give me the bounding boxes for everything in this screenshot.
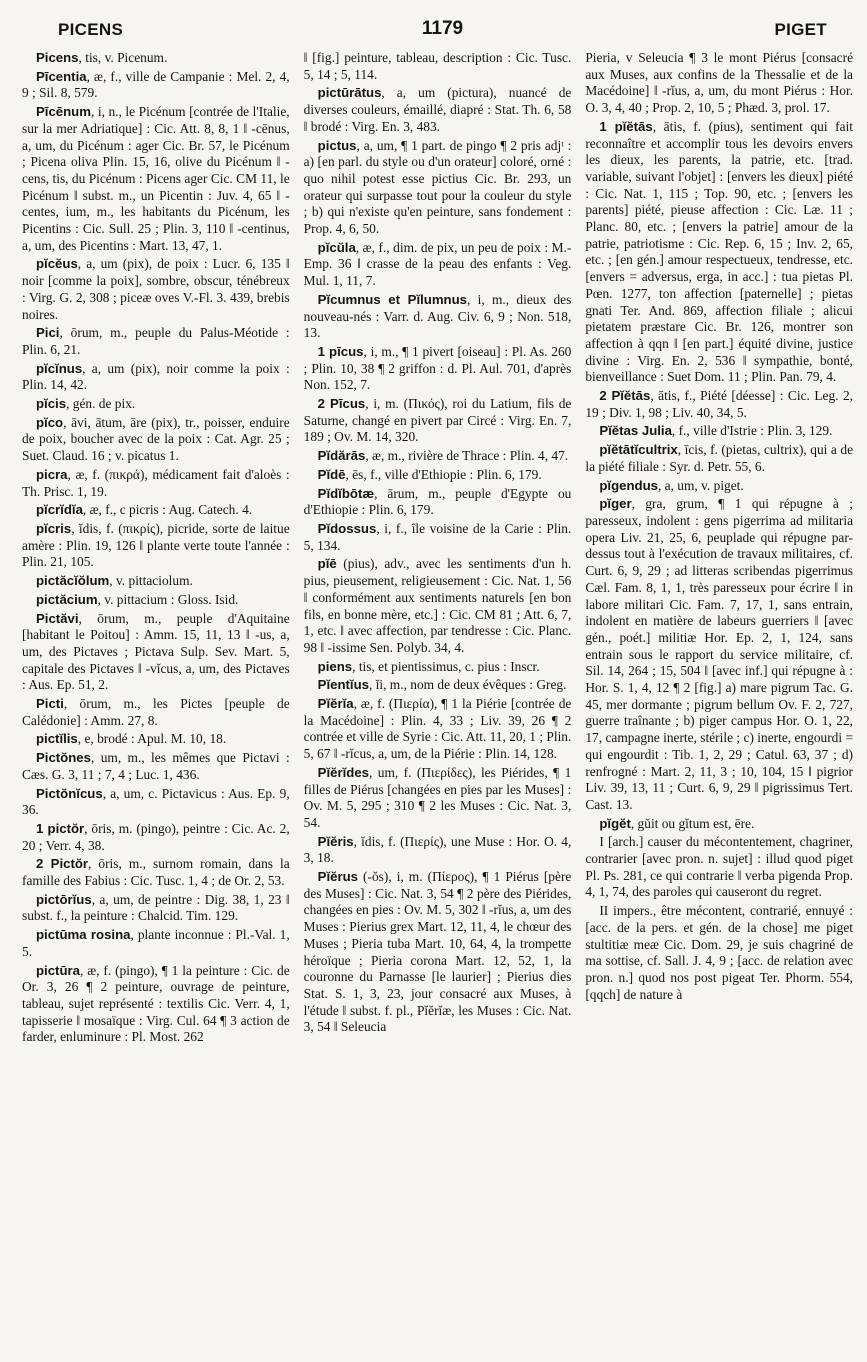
dictionary-entry: pĭē (pius), adv., avec les sentiments d'un h. pius, pieusement, religieusement : Cic. Nat. 1, 56 ‖ conformément aux sentiments naturels [en bon fils, en bonne mère, etc.] : Cic. CM 81 ; Att. 6, 7, 1, etc. ‖ avec affection, par tendresse : Cic. Planc. 98 ‖ -issime Sen. Polyb. 34, 4.	[303, 556, 572, 655]
entry-headword: pĭcris	[36, 520, 72, 536]
entry-headword: Pici	[36, 325, 60, 341]
entry-headword: pĭco	[36, 414, 64, 430]
page-number: 1179	[421, 18, 464, 39]
running-header	[22, 12, 853, 40]
dictionary-entry: 1 pīcus, i, m., ¶ 1 pivert [oiseau] : Pl. As. 260 ; Plin. 10, 38 ¶ 2 griffon : d. Pl. Aul. 701, d'après Non. 152, 7.	[303, 343, 572, 393]
dictionary-entry: Picti, ōrum, m., les Pictes [peuple de Calédonie] : Amm. 27, 8.	[22, 696, 290, 728]
dictionary-entry: picra, æ, f. (πικρά), médicament fait d'aloès : Th. Prisc. 1, 19.	[22, 466, 290, 499]
dictionary-entry: Pĭĕrĭa, æ, f. (Πιερία), ¶ 1 la Piérie [contrée de la Macédoine] : Plin. 4, 33 ; Liv. 39, 26 ¶ 2 contrée et ville de Syrie : Cic. Att. 11, 20, 1 ; Plin. 5, 67 ‖ -rĭcus, a, um, de la Piérie : Plin. 14, 128.	[303, 696, 572, 762]
dictionary-entry: pictĭlis, e, brodé : Apul. M. 10, 18.	[36, 731, 227, 747]
column-1	[22, 50, 290, 1048]
dictionary-entry: 2 Pictŏr, ōris, m., surnom romain, dans la famille des Fabius : Cic. Tusc. 1, 4 ; de Or. 2, 53.	[22, 856, 290, 889]
dictionary-entry: pictūrātus, a, um (pictura), nuancé de diverses couleurs, émaillé, diapré : Stat. Th. 6, 58 ‖ brodé : Virg. En. 3, 483.	[303, 85, 572, 134]
entry-headword: 2 Pĭĕtās	[599, 388, 651, 404]
entry-columns	[22, 50, 853, 1048]
dictionary-entry: Pĭdossus, i, f., île voisine de la Carie : Plin. 5, 134.	[303, 520, 572, 553]
dictionary-entry: pĭcĭnus, a, um (pix), noir comme la poix : Plin. 14, 42.	[22, 360, 290, 393]
dictionary-entry: pĭcĕus, a, um (pix), de poix : Lucr. 6, 135 ‖ noir [comme la poix], sombre, obscur, ténébreux : Virg. G. 2, 308 ; piceæ oves V.-Fl. 3. 439, brebis noires.	[22, 256, 290, 322]
dictionary-entry: pĭco, āvi, ātum, āre (pix), tr., poisser, enduire de poix, boucher avec de la poix : Cat. Agr. 25 ; Suet. Claud. 16 ; v. picatus 1.	[22, 414, 290, 464]
dictionary-entry: piens, tis, et pientissimus, c. pius : Inscr.	[317, 658, 540, 674]
dictionary-entry: pictūma rosina, plante inconnue : Pl.-Val. 1, 5.	[22, 927, 290, 959]
dictionary-entry: Pictŏnĭcus, a, um, c. Pictavicus : Aus. Ep. 9, 36.	[22, 785, 290, 818]
dictionary-entry: Pĭĕris, ĭdis, f. (Πιερίς), une Muse : Hor. O. 4, 3, 18.	[303, 833, 572, 866]
entry-headword: Pĭcumnus et Pĭlumnus	[317, 291, 467, 307]
dictionary-entry: pĭgĕt, gŭit ou gĭtum est, ēre.	[599, 815, 755, 831]
entry-headword: Pĭentĭus	[317, 677, 369, 693]
dictionary-entry: Pĭĕrĭdes, um, f. (Πιερίδες), les Piérides, ¶ 1 filles de Piérus [changées en pies par les Muses] : Ov. M. 5, 295 ; 310 ¶ 2 les Muses : Cic. Nat. 3, 54.	[303, 764, 572, 830]
dictionary-entry: 2 Pĭĕtās, ātis, f., Piété [déesse] : Cic. Leg. 2, 19 ; Div. 1, 98 ; Liv. 40, 34, 5.	[585, 388, 854, 420]
dictionary-entry: Pīcentia, æ, f., ville de Campanie : Mel. 2, 4, 9 ; Sil. 8, 579.	[22, 68, 290, 101]
dictionary-entry: pĭcris, ĭdis, f. (πικρίς), picride, sorte de laitue amère : Plin. 19, 126 ‖ plante verte toute l'année : Plin. 21, 105.	[22, 520, 290, 570]
dictionary-entry: Picens, tis, v. Picenum.	[36, 50, 168, 65]
entry-headword: pictōrĭus	[36, 891, 92, 907]
dictionary-entry: Pĭĕtas Julia, f., ville d'Istrie : Plin. 3, 129.	[599, 423, 833, 439]
dictionary-entry: pictăcium, v. pittacium : Gloss. Isid.	[36, 591, 239, 607]
entry-headword: 2 Pictŏr	[36, 856, 89, 872]
dictionary-entry: pictōrĭus, a, um, de peintre : Dig. 38, 1, 23 ‖ subst. f., la peinture : Chalcid. Tim. 129.	[22, 891, 290, 924]
dictionary-entry: pĭcis, gén. de pix.	[36, 396, 136, 412]
entry-headword: pĭcis	[36, 396, 67, 412]
dictionary-entry: Pieria, v Seleucia ¶ 3 le mont Piérus [consacré aux Muses, aux confins de la Thessalie et de la Macédoine] ‖ -rĭus, a, um, du mont Piérus : Hor. O. 3, 4, 40 ; Prop. 2, 10, 5 ; Phæd. 3, prol. 17.	[585, 50, 854, 116]
entry-headword: 1 pīcus	[317, 343, 364, 359]
dictionary-entry: pĭĕtātĭcultrix, īcis, f. (pietas, cultrix), qui a de la piété filiale : Syr. d. Petr. 55, 6.	[585, 442, 854, 474]
dictionary-entry: Pictăvi, ōrum, m., peuple d'Aquitaine [habitant le Poitou] : Amm. 15, 11, 13 ‖ -us, a, um, des Pictaves ; Pictava Sulp. Sev. Mart. 5, capitale des Pictaves ‖ -vĭcus, a, um, des Pictaves : Aus. Ep. 51, 2.	[22, 610, 290, 693]
dictionary-entry: Pĭdărās, æ, m., rivière de Thrace : Plin. 4, 47.	[317, 448, 569, 464]
dictionary-entry: Pici, ōrum, m., peuple du Palus-Méotide : Plin. 6, 21.	[22, 325, 290, 357]
dictionary-entry: II impers., être mécontent, contrarié, ennuyé : [acc. de la pers. et gén. de la chose] me piget stultitiæ meæ Cic. Dom. 29, je suis chagriné de ma sottise, cf. Sall. J. 4, 9 ; [acc. de relation avec pron. n.] quod nos post pigeat Ter. Phorm. 554, [qqch] de nature à	[585, 903, 854, 1002]
entry-headword: pĭgĕt	[599, 815, 631, 831]
entry-headword: picra	[36, 466, 68, 482]
entry-headword: Pĭdĭbōtæ	[317, 485, 375, 501]
entry-headword: Pīcēnum	[36, 104, 91, 120]
entry-headword: pictūrātus	[317, 85, 382, 101]
entry-headword: Pĭĕtas Julia	[599, 423, 672, 439]
dictionary-entry: Pictŏnes, um, m., les mêmes que Pictavi : Cæs. G. 3, 11 ; 7, 4 ; Luc. 1, 436.	[22, 750, 290, 782]
right-running-headword: PIGET	[774, 20, 827, 39]
entry-headword: Pīcentia	[36, 68, 87, 84]
entry-headword: pictus	[317, 137, 357, 153]
entry-headword: pictăcium	[36, 591, 98, 607]
entry-headword: Picti	[36, 696, 64, 712]
dictionary-entry: Pĭĕrus (-ŏs), i, m. (Πίερος), ¶ 1 Piérus [père des Muses] : Cic. Nat. 3, 54 ¶ 2 père des Piérides, changées en pies : Ov. M. 5, 302 ‖ -rĭus, a, um des Muses : Pierius grex Mart. 12, 11, 4, le chœur des Muses ; Pieria tuba Mart. 10, 64, 4, la trompette héroïque ; Pieria corona Mart. 12, 52, 1, la couronne du Parnasse [le laurier] ; Pierius dies Stat. S. 1, 3, 23, jour consacré aux Muses, à l'étude ‖ subst. f. pl., Pĭĕrĭæ, les Muses : Cic. Nat. 3, 54 ‖ Seleucia	[303, 869, 572, 1035]
entry-headword: Pĭĕrĭdes	[317, 764, 369, 780]
entry-headword: Pĭdē	[317, 466, 346, 482]
entry-headword: pĭcĕus	[36, 256, 78, 272]
entry-headword: pictăcĭŏlum	[36, 573, 110, 589]
entry-headword: pictūma rosina	[36, 927, 131, 943]
entry-headword: Pictŏnĭcus	[36, 785, 103, 801]
dictionary-entry: 2 Pīcus, i, m. (Πικός), roi du Latium, fils de Saturne, changé en pivert par Circé : Virg. En. 7, 189 ; Ov. M. 14, 320.	[303, 396, 572, 445]
dictionary-entry: 1 pictŏr, ōris, m. (pingo), peintre : Cic. Ac. 2, 20 ; Verr. 4, 38.	[22, 820, 290, 853]
entry-headword: pĭcŭla	[317, 239, 356, 255]
entry-headword: pĭcĭnus	[36, 360, 83, 376]
dictionary-entry: pĭcrĭdĭa, æ, f., c picris : Aug. Catech. 4.	[36, 502, 253, 518]
dictionary-entry: 1 pĭĕtās, ātis, f. (pius), sentiment qui fait reconnaître et accomplir tous les devoirs envers les dieux, les parents, la patrie, etc. [trad. variable, suivant l'objet] : [envers les dieux] piété : Cic. Nat. 1, 115 ; Top. 90, etc. ; [envers les parents] piété, pieuse affection : Cic. Læ. 11 ; Planc. 80, etc. ; [envers la patrie] amour de la patrie, patriotisme : Cic. Rep. 6, 15 ; Inv. 2, 65, etc. ; [en gén.] amour respectueux, tendresse, etc. [envers = adversus, erga, in acc.] : tua pietas Pl. Pœn. 1277, ton affection [paternelle] ; pietas gnati Ter. And. 869, affection filiale ; alicui pietatem præstare Cic. Br. 126, montrer son affection à qqn ‖ [en part.] équité divine, justice divine : Virg. En. 2, 536 ‖ sympathie, bonté, bienveillance : Suet Dom. 11 ; Plin. Pan. 79, 4.	[585, 118, 854, 385]
dictionary-entry: Pĭentĭus, ĭi, m., nom de deux évêques : Greg.	[317, 677, 567, 693]
dictionary-entry: pictus, a, um, ¶ 1 part. de pingo ¶ 2 pris adjᵗ : a) [en parl. du style ou d'un orateur] coloré, orné : quo nihil potest esse pictius Cic. Br. 293, un orateur qui surpasse tout pour la couleur du style ; b) qui n'existe qu'en peinture, sans fondement : Prop. 4, 6, 50.	[303, 137, 572, 237]
entry-headword: 2 Pīcus	[317, 396, 366, 412]
entry-headword: pĭger	[599, 496, 632, 512]
entry-headword: pĭcrĭdĭa	[36, 502, 83, 518]
dictionary-entry: Pĭcumnus et Pĭlumnus, i, m., dieux des nouveau-nés : Varr. d. Aug. Civ. 6, 9 ; Non. 518, 13.	[303, 291, 572, 341]
entry-headword: pĭgendus	[599, 477, 658, 493]
entry-headword: 1 pĭĕtās	[599, 118, 653, 134]
entry-headword: pictĭlis	[36, 731, 78, 747]
dictionary-entry: pĭgendus, a, um, v. piget.	[599, 477, 744, 493]
entry-headword: pĭē	[317, 556, 337, 572]
entry-headword: Pictăvi	[36, 610, 79, 626]
dictionary-entry: Pĭdē, ēs, f., ville d'Ethiopie : Plin. 6, 179.	[317, 466, 542, 482]
entry-headword: pĭĕtātĭcultrix	[599, 442, 678, 458]
dictionary-entry: Pĭdĭbōtæ, ārum, m., peuple d'Egypte ou d'Ethiopie : Plin. 6, 179.	[303, 485, 572, 518]
dictionary-entry: pĭger, gra, grum, ¶ 1 qui répugne à ; paresseux, indolent : gens pigerrima ad militaria opera Liv. 21, 25, 6, peuplade qui répugne par-dessus tout à l'exécution de travaux militaires, cf. Curt. 6, 9, 29 ; ad litteras scribendas pigerrimus Cæl. Fam. 8, 1, 1, très paresseux pour écrire ‖ in labore militari Cic. Fam. 7, 17, 1, sans entrain, indolent en matière de labeurs guerriers ‖ [avec gén., poét.] militiæ Hor. Ep. 2, 1, 124, sans entrain sous le rapport du service militaire, cf. Sil. 14, 264 ; 15, 504 ‖ [avec inf.] qui répugne à : Hor. S. 1, 4, 12 ¶ 2 [fig.] a) mare pigrum Tac. G. 45, mer dormante ; pigrum bellum Ov. F. 2, 727, guerre traînante ; b) piger campus Hor. O. 1, 22, 17, campagne inerte, stérile ; c) inerte, engourdi = qui engourdit : Tib. 1, 2, 29 ; Catul. 63, 37 ; d) renfrogné : Mart. 2, 11, 3 ; 10, 104, 15 ‖ pigrior Liv. 39, 13, 11 ; Curt. 6, 9, 29 ‖ pigrissimus Tert. Cast. 13.	[585, 496, 854, 812]
entry-headword: Pĭdossus	[317, 520, 377, 536]
entry-headword: Pĭĕris	[317, 833, 354, 849]
dictionary-entry: pictūra, æ, f. (pingo), ¶ 1 la peinture : Cic. de Or. 3, 26 ¶ 2 peinture, ouvrage de peinture, tableau, sujet représenté : textilis Cic. Verr. 4, 1, tapisserie ‖ mosaïque : Virg. Cul. 64 ¶ 3 action de farder, enluminure : Pl. Most. 262	[22, 962, 290, 1045]
dictionary-entry: pictăcĭŏlum, v. pittaciolum.	[36, 573, 193, 589]
column-3	[585, 50, 853, 1048]
dictionary-entry: ‖ [fig.] peinture, tableau, description : Cic. Tusc. 5, 14 ; 5, 114.	[303, 50, 572, 82]
dictionary-entry: I [arch.] causer du mécontentement, chagriner, contrarier [avec pron. n. sujet] : illud quod piget Pl. Ps. 281, ce qui contrarie ‖ verba pigenda Prop. 4, 1, 74, des paroles qui causeront du regret.	[585, 834, 854, 900]
entry-headword: Picens	[36, 50, 79, 65]
entry-headword: Pĭdărās	[317, 448, 366, 464]
entry-headword: pictūra	[36, 962, 80, 978]
dictionary-entry: Pīcēnum, i, n., le Picénum [contrée de l'Italie, sur la mer Adriatique] : Cic. Att. 8, 8, 1 ‖ -cēnus, a, um, du Picénum : ager Cic. Br. 57, le Picénum ; Picena oliva Plin. 15, 16, olive du Picénum ‖ -cens, tis, du Picénum : Picens ager Cic. CM 11, le Picénum ‖ subst. m., un Picentin : Juv. 4, 65 ‖ -centes, ium, m., les habitants du Picénum, les Picentins : Cic. Sull. 25 ; Plin. 3, 110 ‖ -centinus, a, um, des Picentins : Mart. 13, 47, 1.	[22, 104, 290, 253]
entry-headword: Pĭĕrĭa	[317, 696, 354, 712]
entry-headword: Pictŏnes	[36, 750, 91, 766]
entry-headword: piens	[317, 658, 353, 674]
dictionary-entry: pĭcŭla, æ, f., dim. de pix, un peu de poix : M.-Emp. 36 ‖ crasse de la peau des enfants : Veg. Mul. 1, 11, 7.	[303, 239, 572, 289]
column-2	[304, 50, 572, 1048]
left-running-headword: PICENS	[58, 20, 124, 39]
entry-headword: Pĭĕrus	[317, 869, 358, 885]
entry-headword: 1 pictŏr	[36, 820, 85, 836]
